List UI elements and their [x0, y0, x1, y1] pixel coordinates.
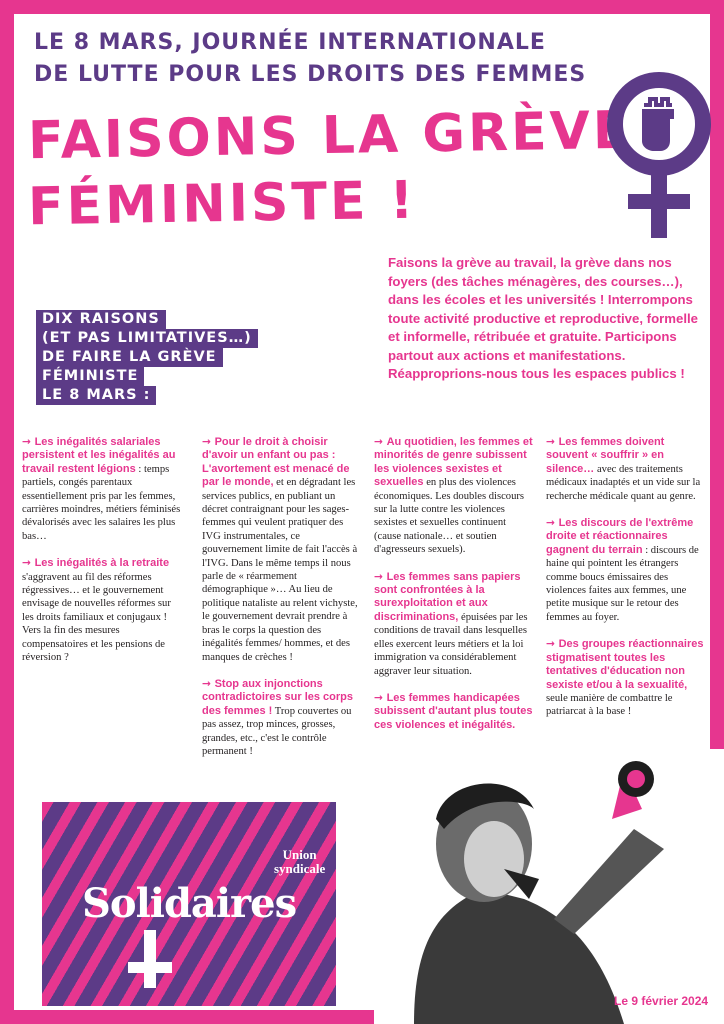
reason-headline: Les femmes doivent souvent « souffrir » en silence…: [546, 436, 665, 475]
reasons-line-4: FÉMINISTE: [36, 367, 144, 386]
column-3: [374, 436, 534, 746]
main-title-line-2: FÉMINISTE !: [27, 170, 417, 238]
document-date: Le 9 février 2024: [614, 994, 709, 1008]
logo-subtitle: [274, 848, 325, 876]
reason-item: [374, 571, 534, 678]
column-1: [22, 436, 182, 679]
arrow-icon: →: [374, 436, 387, 448]
reason-headline: Des groupes réactionnaires stigmatisent toutes les tentatives d'éducation non sexiste et/ou à la sexualité,: [546, 638, 704, 691]
venus-symbol-icon: [120, 882, 180, 992]
reason-body: s'aggravent au fil des réformes régressives… et le gouvernement envisage de nouvelles réformes sur les droits familiaux et conjugaux ! Vers la fin des mesures compensatoires et les pensions de réversion ?: [22, 571, 171, 664]
arrow-icon: →: [22, 436, 35, 448]
column-2: [202, 436, 362, 772]
reason-item: [22, 557, 182, 664]
poster-content: [14, 14, 710, 1010]
reason-body: Trop couvertes ou pas assez, trop minces, grosses, grandes, etc., c'est le contrôle permanent !: [202, 705, 352, 757]
reason-body: : temps partiels, congés parentaux essentiellement pris par les femmes, carrières moindres, métiers féminisés dévalorisés avec les salaires les plus bas…: [22, 463, 181, 542]
arrow-icon: →: [546, 436, 559, 448]
intro-text: Faisons la grève au travail, la grève dans nos foyers (des tâches ménagères, des courses…), dans les écoles et les universités ! Interrompons toute activité productive et reproductive, formelle et informelle, rétribuée et gratuite. Participons partout aux actions et manifestations. Réapproprions-nous tous les espaces publics !: [388, 255, 698, 381]
reason-body: : discours de haine qui pointent les étrangers comme boucs émissaires des violences faites aux femmes, une petite musique sur le retour des femmes au foyer.: [546, 544, 699, 623]
reason-headline: Les femmes handicapées subissent d'autant plus toutes ces violences et inégalités.: [374, 691, 533, 731]
main-title-line-1: FAISONS LA GRÈVE: [27, 100, 632, 172]
reason-item: [374, 436, 534, 557]
woman-megaphone-photo: [374, 749, 724, 1024]
reason-item: [22, 436, 182, 543]
reason-headline: Les inégalités à la retraite: [34, 557, 170, 570]
reason-headline: Les inégalités salariales persistent et les inégalités au travail restent légions: [22, 436, 176, 475]
logo-sub-1: Union: [282, 847, 317, 862]
arrow-icon: →: [202, 436, 215, 448]
reasons-line-5: LE 8 MARS :: [36, 386, 156, 405]
reason-headline: Pour le droit à choisir d'avoir un enfant ou pas : L'avortement est menacé de par le monde,: [202, 436, 350, 489]
reason-body: seule manière de combattre le patriarcat à la base !: [546, 692, 673, 718]
reason-body: avec des traitements médicaux inadaptés et un vide sur la recherche médicale quant au genre.: [546, 463, 701, 502]
arrow-icon: →: [374, 691, 387, 704]
column-4: [546, 436, 704, 733]
reason-headline: Au quotidien, les femmes et minorités de genre subissent les violences sexistes et sexuelles: [374, 436, 533, 489]
reason-item: [202, 436, 362, 664]
reasons-line-2: (ET PAS LIMITATIVES…): [36, 329, 258, 348]
feminist-fist-icon: [604, 69, 714, 239]
reason-body: et en dégradant les services publics, en publiant un décret contraignant pour les sages-femmes qui veulent pratiquer des IVG instrumentales, ce gouvernement limite de fait l'accès à l'IVG. Dans le même temps il nous parle de « réarmement démographique »… Au lieu de politique nataliste au relent vichyste, le gouvernement devrait prendre à bras le corps la question des inégalités femmes/ hommes, et des manques de crèches !: [202, 477, 358, 663]
reason-headline: Les discours de l'extrême droite et réactionnaires gagnent du terrain: [546, 517, 694, 556]
arrow-icon: →: [546, 638, 559, 651]
reason-item: [202, 678, 362, 758]
reason-item: [546, 436, 704, 503]
header-line-2: DE LUTTE POUR LES DROITS DES FEMMES: [34, 62, 587, 87]
reason-headline: Les femmes sans papiers sont confrontées à la surexploitation et aux discriminations,: [374, 570, 521, 623]
arrow-icon: →: [202, 677, 215, 690]
arrow-icon: →: [546, 517, 559, 530]
reason-headline: Stop aux injonctions contradictoires sur les corps des femmes !: [202, 677, 353, 717]
logo-sub-2: syndicale: [274, 861, 326, 876]
reason-item: [374, 692, 534, 732]
reason-body: épuisées par les conditions de travail dans lesquelles elles exercent leurs métiers et la loi immigration va considérablement aggraver leur situation.: [374, 611, 528, 677]
reason-item: [546, 638, 704, 718]
reason-item: [546, 517, 704, 624]
reasons-line-1: DIX RAISONS: [36, 310, 166, 329]
arrow-icon: →: [22, 557, 35, 570]
reasons-line-3: DE FAIRE LA GRÈVE: [36, 348, 223, 367]
header-line-1: LE 8 MARS, JOURNÉE INTERNATIONALE: [34, 30, 546, 55]
reason-body: en plus des violences économiques. Les doubles discours sur la lutte contre les violences sexistes et sexuelles continuent (cause nationale… et soutien d'agresseurs sexuels).: [374, 477, 525, 556]
solidaires-logo: Solidaires: [82, 880, 297, 927]
solidaires-logo-panel: [42, 802, 336, 1006]
arrow-icon: →: [374, 570, 387, 583]
